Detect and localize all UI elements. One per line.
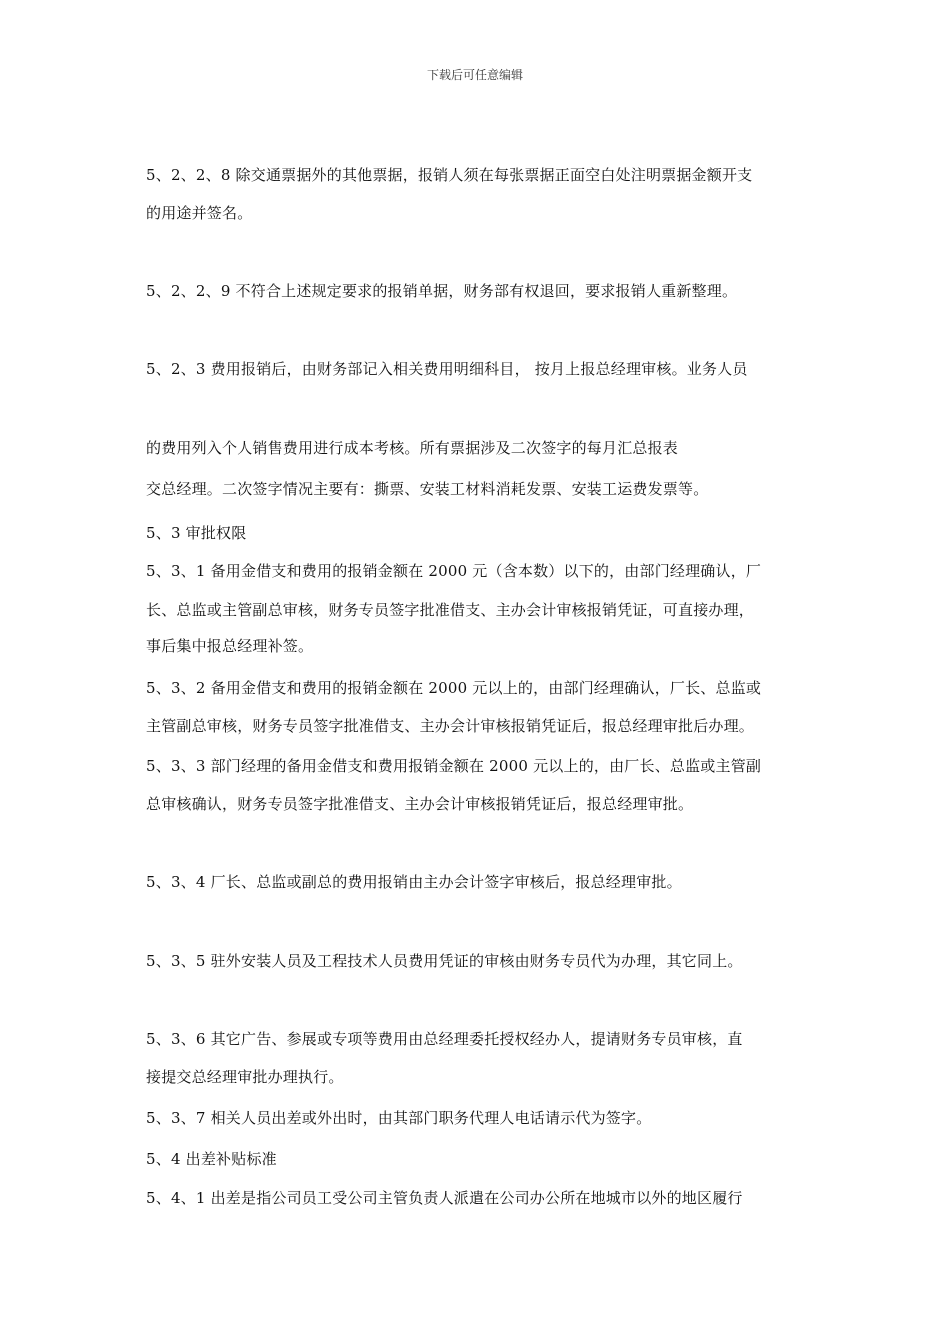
paragraph-line: 长、总监或主管副总审核，财务专员签字批准借支、主办会计审核报销凭证，可直接办理，	[146, 601, 755, 619]
section-heading: 5、3 审批权限	[146, 524, 247, 542]
page-header-note: 下载后可任意编辑	[426, 68, 523, 82]
paragraph-line: 5、2、3 费用报销后，由财务部记入相关费用明细科目， 按月上报总经理审核。业务人员	[146, 360, 748, 378]
paragraph-line: 5、4、1 出差是指公司员工受公司主管负责人派遣在公司办公所在地城市以外的地区履行	[146, 1189, 743, 1207]
paragraph-line: 5、3、7 相关人员出差或外出时，由其部门职务代理人电话请示代为签字。	[146, 1109, 652, 1127]
paragraph-line: 5、3、2 备用金借支和费用的报销金额在 2000 元以上的，由部门经理确认，厂长、总监或	[146, 679, 762, 697]
paragraph-line: 交总经理。二次签字情况主要有：撕票、安装工材料消耗发票、安装工运费发票等。	[146, 480, 709, 498]
paragraph-line: 5、3、4 厂长、总监或副总的费用报销由主办会计签字审核后，报总经理审批。	[146, 873, 682, 891]
paragraph-line: 的费用列入个人销售费用进行成本考核。所有票据涉及二次签字的每月汇总报表	[146, 439, 679, 457]
paragraph-line: 5、2、2、8 除交通票据外的其他票据，报销人须在每张票据正面空白处注明票据金额开支	[146, 166, 753, 184]
paragraph-line: 5、3、1 备用金借支和费用的报销金额在 2000 元（含本数）以下的，由部门经理确认，厂	[146, 562, 762, 580]
paragraph-line: 5、3、3 部门经理的备用金借支和费用报销金额在 2000 元以上的，由厂长、总监或主管副	[146, 757, 762, 775]
paragraph-line: 主管副总审核，财务专员签字批准借支、主办会计审核报销凭证后，报总经理审批后办理。	[146, 717, 755, 735]
paragraph-line: 5、2、2、9 不符合上述规定要求的报销单据，财务部有权退回，要求报销人重新整理。	[146, 282, 738, 300]
paragraph-line: 的用途并签名。	[146, 204, 253, 222]
paragraph-line: 接提交总经理审批办理执行。	[146, 1068, 344, 1086]
paragraph-line: 总审核确认，财务专员签字批准借支、主办会计审核报销凭证后，报总经理审批。	[146, 795, 694, 813]
paragraph-line: 5、3、6 其它广告、参展或专项等费用由总经理委托授权经办人，提请财务专员审核，直	[146, 1030, 743, 1048]
paragraph-line: 事后集中报总经理补签。	[146, 637, 314, 655]
section-heading: 5、4 出差补贴标准	[146, 1150, 277, 1168]
paragraph-line: 5、3、5 驻外安装人员及工程技术人员费用凭证的审核由财务专员代为办理，其它同上。	[146, 952, 743, 970]
